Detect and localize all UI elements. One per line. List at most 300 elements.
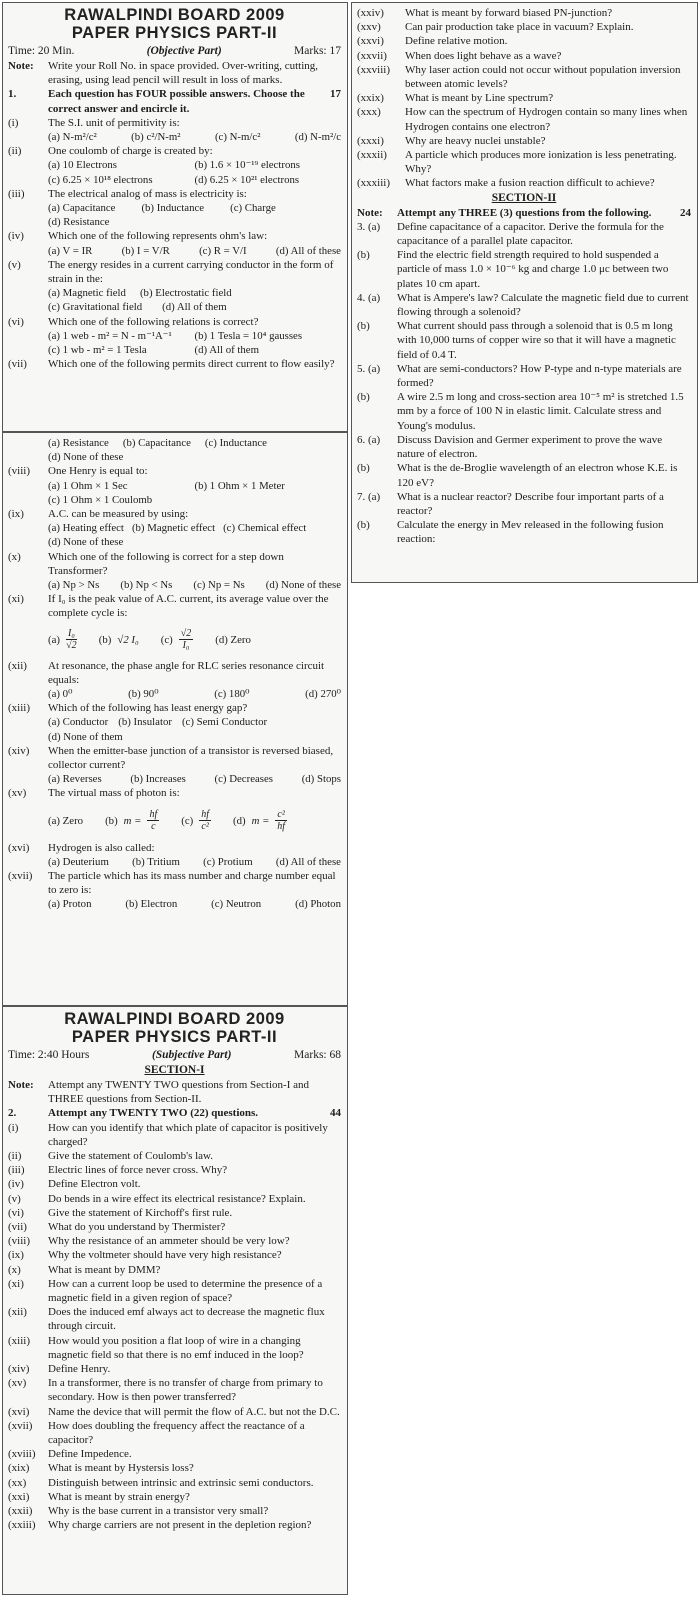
objective-panel-bottom bbox=[2, 432, 348, 1006]
note-label: Note: bbox=[8, 60, 34, 72]
item-number: (viii) bbox=[8, 1235, 30, 1248]
denominator: √2 bbox=[66, 640, 77, 652]
item-question: Do bends in a wire effect its electrical resistance? Explain. bbox=[48, 1192, 306, 1205]
mcq-options bbox=[8, 130, 341, 144]
item-question: Define Henry. bbox=[48, 1363, 111, 1376]
question-item bbox=[357, 148, 691, 176]
item-number: 6. (a) bbox=[357, 433, 381, 446]
option: (c) Chemical effect bbox=[223, 522, 307, 535]
objective-panel-top bbox=[2, 2, 348, 432]
option: (c) N-m/c² bbox=[214, 131, 261, 144]
option: (b) Tritium bbox=[132, 855, 180, 868]
item-number: (iii) bbox=[8, 1164, 25, 1177]
mcq-item bbox=[8, 258, 341, 286]
item-question: Does the induced emf always act to decrease the magnetic flux through circuit. bbox=[48, 1306, 325, 1333]
option: (d) Resistance bbox=[48, 216, 110, 229]
option: (a) 10 Electrons bbox=[48, 159, 117, 172]
item-number: (ii) bbox=[8, 1150, 22, 1163]
item-question: What do you understand by Thermister? bbox=[48, 1221, 226, 1234]
option: (a) Reverses bbox=[48, 773, 102, 786]
option: (b) c²/N-m² bbox=[131, 131, 181, 144]
question-item bbox=[8, 1149, 341, 1163]
option: (b) Inductance bbox=[141, 202, 205, 215]
item-number: (xiii) bbox=[8, 1334, 30, 1347]
item-question: Why charge carriers are not present in the depletion region? bbox=[48, 1519, 312, 1532]
numerator: hf bbox=[201, 809, 210, 821]
option: (d) N-m²/c bbox=[294, 131, 341, 144]
mcq-item bbox=[8, 869, 341, 897]
denominator: I₀ bbox=[182, 640, 190, 652]
note bbox=[8, 1078, 341, 1106]
item-question: What is the de-Broglie wavelength of an electron whose K.E. is 120 eV? bbox=[397, 462, 678, 489]
item-question: What current should pass through a solenoid that is 0.5 m long with 10,000 turns of copper wire so that it will have a magnetic field of 0.4 T. bbox=[397, 320, 676, 361]
option: (d) All of these bbox=[275, 855, 341, 868]
denominator: c bbox=[151, 821, 156, 833]
item-number: (xii) bbox=[8, 659, 27, 672]
item-number: (xxiii) bbox=[8, 1519, 36, 1532]
mcq-item bbox=[8, 701, 341, 715]
item-number: (i) bbox=[8, 1121, 19, 1134]
item-question: Define Impedence. bbox=[48, 1448, 132, 1461]
question-item bbox=[357, 518, 691, 546]
item-number: (xi) bbox=[8, 593, 24, 606]
mcq-item bbox=[8, 744, 341, 772]
item-number: 3. (a) bbox=[357, 220, 381, 233]
option: (c) 1 wb - m² = 1 Tesla bbox=[48, 344, 147, 357]
question-item bbox=[8, 1277, 341, 1305]
question-number: 2. bbox=[8, 1107, 17, 1120]
question-item bbox=[8, 1490, 341, 1504]
paper-meta bbox=[8, 44, 341, 59]
option: (c) 180⁰ bbox=[214, 688, 250, 701]
mcq-options bbox=[8, 715, 341, 729]
question-item bbox=[357, 20, 691, 34]
item-question: How would you position a flat loop of wire in a changing magnetic field so that there is no emf induced in the loop? bbox=[48, 1334, 304, 1361]
item-question: Which one of the following permits direct current to flow easily? bbox=[48, 358, 335, 371]
option: (b) I = V/R bbox=[121, 244, 170, 257]
item-question: Which one of the following represents ohm's law: bbox=[48, 230, 268, 243]
item-question: A wire 2.5 m long and cross-section area 10⁻⁵ m² is stretched 1.5 mm by a force of 100 N in elastic limit. Calculate stress and Young's modulus. bbox=[397, 391, 684, 432]
item-number: (vii) bbox=[8, 358, 27, 371]
item-number: (b) bbox=[357, 519, 370, 532]
item-number: (iv) bbox=[8, 1178, 24, 1191]
item-question: In a transformer, there is no transfer of charge from primary to secondary. How is then power transferred? bbox=[48, 1377, 323, 1404]
option-label: (b) bbox=[105, 814, 118, 827]
item-number: (xxviii) bbox=[357, 63, 390, 76]
question-item bbox=[357, 105, 691, 133]
mcq-options bbox=[8, 436, 341, 450]
mcq-options bbox=[8, 772, 341, 786]
mcq-options bbox=[8, 158, 341, 186]
question-item bbox=[357, 220, 691, 248]
question-item bbox=[357, 49, 691, 63]
option: (a) Magnetic field bbox=[48, 287, 126, 300]
question-item bbox=[357, 362, 691, 390]
paper-meta bbox=[8, 1048, 341, 1063]
question-item bbox=[8, 1476, 341, 1490]
item-question: Why is the base current in a transistor very small? bbox=[48, 1505, 269, 1518]
item-number: (xxvi) bbox=[357, 35, 384, 48]
item-question: Distinguish between intrinsic and extrinsic semi conductors. bbox=[48, 1476, 314, 1489]
option-label: (b) bbox=[98, 633, 112, 646]
question-item bbox=[8, 1461, 341, 1475]
item-number: 7. (a) bbox=[357, 490, 381, 503]
item-number: 5. (a) bbox=[357, 362, 381, 375]
numerator: hf bbox=[149, 809, 158, 821]
marks-label: Marks: 17 bbox=[294, 45, 341, 57]
question-item bbox=[8, 1163, 341, 1177]
paper-subject-title: PAPER PHYSICS PART-II bbox=[71, 24, 278, 42]
question-item bbox=[357, 461, 691, 489]
item-question: A particle which produces more ionization is less penetrating. Why? bbox=[405, 149, 677, 176]
option: (a) Conductor bbox=[48, 716, 109, 729]
mcq-options bbox=[8, 687, 341, 701]
item-question: Define relative motion. bbox=[405, 35, 508, 48]
question-item bbox=[8, 1405, 341, 1419]
item-question: What is meant by strain energy? bbox=[48, 1490, 190, 1503]
item-question: What is meant by Line spectrum? bbox=[405, 92, 554, 105]
option: (a) 1 web - m² = N - m⁻¹A⁻¹ bbox=[48, 329, 172, 342]
question-item bbox=[8, 1263, 341, 1277]
subjective-panel-right bbox=[351, 2, 698, 583]
item-question: Why the voltmeter should have very high resistance? bbox=[48, 1249, 282, 1262]
math-expression: m = bbox=[123, 814, 142, 827]
question-number: 1. bbox=[8, 88, 17, 101]
item-question: Which of the following has least energy gap? bbox=[48, 702, 248, 715]
question-marks: 17 bbox=[330, 88, 341, 101]
option: (c) Np = Ns bbox=[193, 579, 245, 592]
question-item bbox=[8, 1121, 341, 1149]
marks-label: Marks: 68 bbox=[294, 1049, 341, 1061]
option: (a) Resistance bbox=[48, 437, 109, 449]
item-question: Calculate the energy in Mev released in the following fusion reaction: bbox=[397, 519, 664, 546]
item-number: (vii) bbox=[8, 1221, 27, 1234]
item-question: When the emitter-base junction of a transistor is reversed biased, collector current? bbox=[48, 744, 334, 772]
note-label: Note: bbox=[357, 206, 383, 219]
item-question: Define Electron volt. bbox=[48, 1178, 141, 1191]
option: (b) 1 Ohm × 1 Meter bbox=[194, 479, 285, 492]
item-number: (xxxi) bbox=[357, 134, 384, 147]
numerator: √2 bbox=[180, 628, 192, 640]
item-question: Discuss Davision and Germer experiment to prove the wave nature of electron. bbox=[397, 433, 663, 461]
item-question: What are semi-conductors? How P-type and n-type materials are formed? bbox=[397, 362, 682, 390]
option: (c) R = V/I bbox=[199, 244, 247, 257]
option: (b) 90⁰ bbox=[128, 688, 159, 701]
question-item bbox=[8, 1504, 341, 1518]
item-question: How can a current loop be used to determine the presence of a magnetic field in a given region of space? bbox=[48, 1277, 323, 1305]
mcq-item bbox=[8, 507, 341, 521]
question-item bbox=[8, 1447, 341, 1461]
item-number: (xv) bbox=[8, 787, 27, 800]
option bbox=[215, 634, 251, 646]
mcq-options bbox=[8, 479, 341, 507]
part-label: (Objective Part) bbox=[146, 45, 222, 57]
mcq-item bbox=[8, 357, 341, 371]
mcq-options bbox=[8, 801, 341, 841]
question-item bbox=[357, 176, 691, 190]
item-number: (xxii) bbox=[8, 1505, 33, 1518]
mcq-item bbox=[8, 786, 341, 800]
item-number: (ix) bbox=[8, 1249, 24, 1262]
question-item bbox=[357, 63, 691, 91]
item-number: (xxv) bbox=[357, 21, 381, 34]
item-number: 4. (a) bbox=[357, 291, 381, 304]
mcq-item bbox=[8, 659, 341, 687]
option: (b) 1.6 × 10⁻¹⁹ electrons bbox=[194, 159, 300, 172]
mcq-item bbox=[8, 592, 341, 620]
note-text: Write your Roll No. in space provided. Over-writing, cutting, erasing, using lead pencil will result in loss of marks. bbox=[48, 60, 318, 87]
long-questions bbox=[357, 220, 691, 547]
paper-subject-title: PAPER PHYSICS PART-II bbox=[71, 1028, 278, 1046]
item-number: (xi) bbox=[8, 1277, 24, 1290]
question-item bbox=[8, 1518, 341, 1532]
option-label: (d) bbox=[233, 814, 246, 827]
option: (d) All of these bbox=[275, 244, 341, 257]
option: (b) Electrostatic field bbox=[139, 287, 232, 300]
item-number: (xiii) bbox=[8, 702, 30, 715]
item-number: (xxvii) bbox=[357, 49, 387, 62]
fraction bbox=[179, 628, 194, 651]
option: (a) Capacitance bbox=[48, 202, 116, 215]
subjective-panel-left bbox=[2, 1006, 348, 1595]
option: (b) Electron bbox=[125, 898, 178, 911]
question-item bbox=[357, 134, 691, 148]
item-question: Why the resistance of an ammeter should be very low? bbox=[48, 1235, 290, 1248]
item-number: (xix) bbox=[8, 1462, 30, 1475]
question-item bbox=[8, 1220, 341, 1234]
item-number: (iii) bbox=[8, 187, 25, 200]
item-question: Find the electric field strength required to hold suspended a particle of mass 1.0 × 10⁻⁶ kg and charge 1.0 μc between two plates 10 cm apart. bbox=[397, 249, 669, 290]
option: (d) None of them bbox=[48, 730, 123, 743]
note-label: Note: bbox=[8, 1079, 34, 1091]
item-question: How does doubling the frequency affect the reactance of a capacitor? bbox=[48, 1419, 305, 1447]
mcq-options bbox=[8, 578, 341, 592]
note-text: Attempt any TWENTY TWO questions from Section-I and THREE questions from Section-II. bbox=[48, 1079, 309, 1106]
question-marks: 44 bbox=[330, 1107, 341, 1120]
math-expression: m = bbox=[251, 814, 270, 827]
option: (d) 270⁰ bbox=[305, 688, 341, 701]
mcq-options bbox=[8, 201, 341, 215]
question-item bbox=[357, 433, 691, 461]
item-number: (ii) bbox=[8, 145, 22, 158]
note-marks: 24 bbox=[680, 206, 691, 219]
mcq-item bbox=[8, 229, 341, 243]
option: (c) Inductance bbox=[204, 437, 267, 449]
option: (d) None of these bbox=[265, 579, 341, 592]
option: (b) 1 Tesla = 10⁴ gausses bbox=[194, 329, 303, 342]
section-heading: SECTION-I bbox=[144, 1064, 205, 1076]
item-question: One Henry is equal to: bbox=[48, 465, 148, 478]
question-item bbox=[8, 1177, 341, 1191]
option bbox=[233, 809, 287, 832]
option: (a) Proton bbox=[48, 898, 92, 911]
mcq-item bbox=[8, 144, 341, 158]
item-question: The electrical analog of mass is electricity is: bbox=[48, 187, 247, 200]
option: (b) Magnetic effect bbox=[131, 522, 216, 535]
item-number: (x) bbox=[8, 1263, 21, 1276]
short-questions-continued bbox=[357, 6, 691, 191]
item-question: One coulomb of charge is created by: bbox=[48, 145, 213, 158]
mcq-options bbox=[8, 286, 341, 300]
note bbox=[357, 206, 691, 220]
item-number: (xii) bbox=[8, 1306, 27, 1319]
item-question: What is a nuclear reactor? Describe four important parts of a reactor? bbox=[397, 490, 664, 517]
numerator: I₀ bbox=[67, 628, 75, 640]
item-number: (b) bbox=[357, 320, 370, 333]
option: (a) 0⁰ bbox=[48, 688, 73, 701]
item-question: Which one of the following relations is correct? bbox=[48, 315, 259, 328]
mcq-options bbox=[8, 244, 341, 258]
option bbox=[99, 634, 139, 646]
item-question: If I₀ is the peak value of A.C. current, its average value over the complete cycle is: bbox=[48, 593, 329, 620]
part-label: (Subjective Part) bbox=[151, 1049, 232, 1061]
item-question: Give the statement of Coulomb's law. bbox=[48, 1150, 214, 1163]
item-number: (xxx) bbox=[357, 106, 381, 119]
item-question: What factors make a fusion reaction difficult to achieve? bbox=[405, 177, 655, 190]
item-number: (xvii) bbox=[8, 1419, 33, 1432]
question-item bbox=[357, 319, 691, 362]
time-label: Time: 2:40 Hours bbox=[8, 1049, 90, 1061]
mcq-options bbox=[8, 621, 341, 659]
option: (d) None of these bbox=[48, 536, 124, 549]
question-item bbox=[8, 1206, 341, 1220]
option-label: (a) bbox=[48, 633, 60, 646]
short-questions bbox=[8, 1121, 341, 1533]
item-number: (x) bbox=[8, 550, 21, 563]
item-question: The particle which has its mass number and charge number equal to zero is: bbox=[48, 870, 336, 897]
math-expression: √2 I₀ bbox=[117, 633, 139, 646]
item-question: Hydrogen is also called: bbox=[48, 841, 155, 854]
option: (b) Capacitance bbox=[122, 437, 191, 449]
option: (c) Charge bbox=[230, 202, 276, 215]
mcq-item bbox=[8, 841, 341, 855]
question-item bbox=[357, 34, 691, 48]
mcq-item bbox=[8, 315, 341, 329]
question-text: Each question has FOUR possible answers. Choose the correct answer and encircle it. bbox=[48, 88, 305, 115]
option: (d) 6.25 × 10²¹ electrons bbox=[194, 173, 300, 186]
option: (c) 1 Ohm × 1 Coulomb bbox=[48, 493, 153, 506]
question-item bbox=[357, 248, 691, 291]
item-question: Why laser action could not occur without population inversion between atomic levels? bbox=[405, 63, 681, 91]
section-heading: SECTION-II bbox=[491, 191, 557, 204]
item-number: (b) bbox=[357, 249, 370, 262]
option: (c) Semi Conductor bbox=[181, 716, 268, 729]
paper-board-title: RAWALPINDI BOARD 2009 bbox=[64, 1010, 285, 1028]
option-label: (d) Zero bbox=[215, 633, 251, 646]
item-question: When does light behave as a wave? bbox=[405, 49, 562, 62]
option: (c) Gravitational field bbox=[48, 301, 143, 314]
option-label: (c) bbox=[160, 633, 173, 646]
item-question: A.C. can be measured by using: bbox=[48, 508, 189, 521]
mcq-options bbox=[8, 855, 341, 869]
option: (d) Photon bbox=[295, 898, 341, 911]
option: (c) Protium bbox=[203, 855, 253, 868]
option bbox=[48, 815, 83, 827]
item-number: (v) bbox=[8, 1192, 21, 1205]
mcq-options bbox=[8, 329, 341, 357]
question-text: Attempt any TWENTY TWO (22) questions. bbox=[48, 1107, 259, 1120]
question-item bbox=[8, 1334, 341, 1362]
item-question: Why are heavy nuclei unstable? bbox=[405, 134, 546, 147]
item-number: (xvii) bbox=[8, 870, 33, 883]
question-item bbox=[8, 1248, 341, 1262]
mcq-item bbox=[8, 116, 341, 130]
item-question: The S.I. unit of permitivity is: bbox=[48, 116, 180, 129]
option: (c) Neutron bbox=[211, 898, 262, 911]
fraction bbox=[199, 809, 211, 832]
option: (a) 1 Ohm × 1 Sec bbox=[48, 479, 128, 492]
item-number: (xxxiii) bbox=[357, 177, 390, 190]
item-number: (xiv) bbox=[8, 1363, 30, 1376]
option: (c) 6.25 × 10¹⁸ electrons bbox=[48, 173, 153, 186]
item-question: What is meant by DMM? bbox=[48, 1263, 161, 1276]
item-number: (xv) bbox=[8, 1377, 27, 1390]
item-number: (xvi) bbox=[8, 1405, 30, 1418]
option: (b) Increases bbox=[130, 773, 186, 786]
mcq-item bbox=[8, 464, 341, 478]
mcq-options bbox=[8, 521, 341, 535]
item-number: (xx) bbox=[8, 1476, 27, 1489]
option: (d) Stops bbox=[301, 773, 341, 786]
option: (a) Deuterium bbox=[48, 855, 109, 868]
item-number: (vi) bbox=[8, 1206, 24, 1219]
item-question: What is meant by forward biased PN-junction? bbox=[405, 7, 613, 19]
item-number: (xxxii) bbox=[357, 149, 387, 162]
item-question: The virtual mass of photon is: bbox=[48, 787, 180, 800]
note bbox=[8, 59, 341, 87]
option bbox=[181, 809, 211, 832]
fraction bbox=[147, 809, 159, 832]
item-number: (xxix) bbox=[357, 92, 384, 105]
item-question: What is meant by Hystersis loss? bbox=[48, 1462, 194, 1475]
item-number: (b) bbox=[357, 391, 370, 404]
note-text: Attempt any THREE (3) questions from the following. bbox=[397, 206, 652, 219]
question-item bbox=[8, 1234, 341, 1248]
option: (b) Np < Ns bbox=[120, 579, 173, 592]
question-item bbox=[357, 291, 691, 319]
item-number: (viii) bbox=[8, 465, 30, 478]
item-number: (xiv) bbox=[8, 744, 30, 757]
option: (a) Np > Ns bbox=[48, 579, 100, 592]
question-item bbox=[8, 1376, 341, 1404]
item-number: (b) bbox=[357, 462, 370, 475]
option: (a) N-m²/c² bbox=[48, 131, 97, 144]
question-2 bbox=[8, 1106, 341, 1120]
option: (b) Insulator bbox=[118, 716, 172, 729]
question-item bbox=[8, 1192, 341, 1206]
option-label: (c) bbox=[181, 814, 194, 827]
option bbox=[161, 628, 193, 651]
item-question: What is Ampere's law? Calculate the magnetic field due to current flowing through a solenoid? bbox=[397, 291, 689, 319]
item-question: Electric lines of force never cross. Why? bbox=[48, 1164, 228, 1177]
numerator: c² bbox=[277, 809, 285, 821]
mcq-options bbox=[8, 897, 341, 911]
item-question: Which one of the following is correct for a step down Transformer? bbox=[48, 550, 284, 577]
question-1 bbox=[8, 87, 341, 115]
option-label: (a) Zero bbox=[48, 814, 84, 827]
fraction bbox=[66, 628, 77, 651]
item-number: (i) bbox=[8, 116, 19, 129]
question-item bbox=[357, 6, 691, 20]
item-question: Can pair production take place in vacuum? Explain. bbox=[405, 21, 634, 34]
mcq-item bbox=[8, 187, 341, 201]
option: (d) All of them bbox=[194, 344, 259, 357]
item-question: At resonance, the phase angle for RLC series resonance circuit equals: bbox=[48, 659, 325, 686]
question-item bbox=[8, 1305, 341, 1333]
item-number: (iv) bbox=[8, 230, 24, 243]
denominator: c² bbox=[201, 821, 209, 833]
item-question: Name the device that will permit the flow of A.C. but not the D.C. bbox=[48, 1405, 340, 1418]
